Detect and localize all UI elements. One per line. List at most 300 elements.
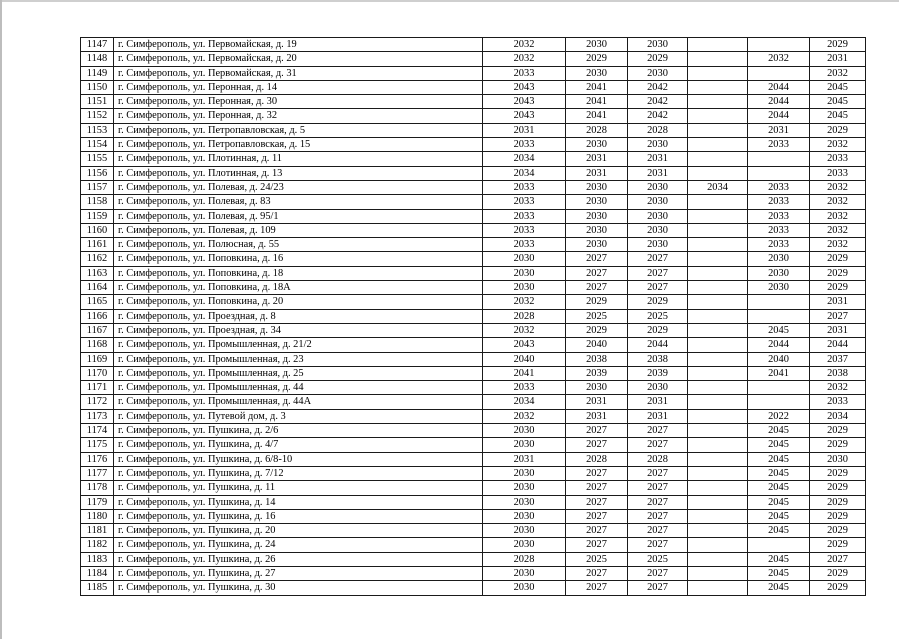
cell-row-number: 1151: [81, 95, 114, 109]
cell-year-col-6: 2032: [810, 209, 866, 223]
table-row: [81, 238, 866, 252]
cell-year-col-4: [688, 281, 748, 295]
cell-year-col-6: 2044: [810, 338, 866, 352]
cell-year-col-4: [688, 238, 748, 252]
cell-year-col-6: 2029: [810, 466, 866, 480]
cell-year-col-4: 2034: [688, 180, 748, 194]
cell-address: г. Симферополь, ул. Поповкина, д. 16: [114, 252, 483, 266]
cell-year-col-5: 2045: [748, 552, 810, 566]
cell-year-col-6: 2033: [810, 166, 866, 180]
cell-year-col-4: [688, 409, 748, 423]
cell-row-number: 1161: [81, 238, 114, 252]
cell-year-col-6: 2037: [810, 352, 866, 366]
cell-year-col-5: 2033: [748, 209, 810, 223]
cell-address: г. Симферополь, ул. Петропавловская, д. 5: [114, 123, 483, 137]
table-row: [81, 352, 866, 366]
cell-row-number: 1147: [81, 38, 114, 52]
cell-year-col-2: 2027: [566, 281, 628, 295]
cell-year-col-3: 2031: [628, 166, 688, 180]
cell-year-col-1: 2030: [483, 524, 566, 538]
cell-year-col-5: [748, 381, 810, 395]
cell-row-number: 1181: [81, 524, 114, 538]
cell-year-col-6: 2032: [810, 195, 866, 209]
cell-year-col-2: 2027: [566, 438, 628, 452]
table-row: [81, 338, 866, 352]
table-row: [81, 395, 866, 409]
cell-year-col-5: 2045: [748, 481, 810, 495]
table-row: [81, 38, 866, 52]
cell-year-col-4: [688, 80, 748, 94]
cell-year-col-5: 2033: [748, 180, 810, 194]
cell-row-number: 1171: [81, 381, 114, 395]
table-row: [81, 552, 866, 566]
cell-year-col-1: 2030: [483, 581, 566, 595]
cell-year-col-1: 2043: [483, 109, 566, 123]
cell-year-col-2: 2030: [566, 138, 628, 152]
cell-address: г. Симферополь, ул. Полевая, д. 83: [114, 195, 483, 209]
table-row: [81, 323, 866, 337]
cell-address: г. Симферополь, ул. Промышленная, д. 44А: [114, 395, 483, 409]
table-row: [81, 266, 866, 280]
cell-year-col-5: [748, 295, 810, 309]
cell-year-col-2: 2029: [566, 295, 628, 309]
cell-year-col-1: 2034: [483, 152, 566, 166]
cell-year-col-5: 2045: [748, 466, 810, 480]
cell-year-col-4: [688, 166, 748, 180]
table-row: [81, 223, 866, 237]
cell-year-col-1: 2030: [483, 566, 566, 580]
cell-year-col-5: 2045: [748, 323, 810, 337]
cell-row-number: 1182: [81, 538, 114, 552]
cell-year-col-4: [688, 323, 748, 337]
cell-year-col-1: 2033: [483, 66, 566, 80]
cell-year-col-5: 2032: [748, 52, 810, 66]
cell-year-col-6: 2029: [810, 566, 866, 580]
cell-row-number: 1169: [81, 352, 114, 366]
cell-row-number: 1177: [81, 466, 114, 480]
cell-year-col-1: 2041: [483, 366, 566, 380]
cell-year-col-2: 2030: [566, 223, 628, 237]
cell-year-col-1: 2030: [483, 538, 566, 552]
cell-year-col-5: 2045: [748, 566, 810, 580]
cell-year-col-2: 2041: [566, 109, 628, 123]
cell-row-number: 1152: [81, 109, 114, 123]
cell-year-col-2: 2030: [566, 180, 628, 194]
cell-address: г. Симферополь, ул. Поповкина, д. 18: [114, 266, 483, 280]
table-row: [81, 252, 866, 266]
cell-year-col-5: 2044: [748, 80, 810, 94]
table-row: [81, 309, 866, 323]
cell-year-col-3: 2027: [628, 581, 688, 595]
cell-year-col-2: 2027: [566, 524, 628, 538]
cell-year-col-4: [688, 109, 748, 123]
cell-year-col-6: 2045: [810, 95, 866, 109]
cell-year-col-3: 2028: [628, 123, 688, 137]
cell-year-col-2: 2038: [566, 352, 628, 366]
cell-address: г. Симферополь, ул. Путевой дом, д. 3: [114, 409, 483, 423]
cell-address: г. Симферополь, ул. Первомайская, д. 20: [114, 52, 483, 66]
cell-row-number: 1154: [81, 138, 114, 152]
cell-year-col-1: 2033: [483, 180, 566, 194]
cell-year-col-2: 2041: [566, 95, 628, 109]
cell-row-number: 1165: [81, 295, 114, 309]
cell-year-col-5: 2045: [748, 438, 810, 452]
cell-row-number: 1164: [81, 281, 114, 295]
cell-year-col-6: 2029: [810, 252, 866, 266]
table-row: [81, 452, 866, 466]
cell-year-col-3: 2030: [628, 180, 688, 194]
cell-year-col-4: [688, 338, 748, 352]
table-row: [81, 281, 866, 295]
cell-row-number: 1185: [81, 581, 114, 595]
cell-year-col-2: 2027: [566, 581, 628, 595]
cell-address: г. Симферополь, ул. Петропавловская, д. 15: [114, 138, 483, 152]
cell-year-col-5: 2045: [748, 452, 810, 466]
cell-year-col-1: 2032: [483, 295, 566, 309]
cell-year-col-1: 2040: [483, 352, 566, 366]
cell-year-col-5: 2033: [748, 138, 810, 152]
cell-row-number: 1166: [81, 309, 114, 323]
cell-year-col-2: 2030: [566, 38, 628, 52]
cell-address: г. Симферополь, ул. Промышленная, д. 23: [114, 352, 483, 366]
cell-year-col-2: 2027: [566, 509, 628, 523]
cell-year-col-5: [748, 395, 810, 409]
cell-row-number: 1153: [81, 123, 114, 137]
cell-year-col-4: [688, 152, 748, 166]
cell-year-col-6: 2031: [810, 52, 866, 66]
cell-year-col-5: 2030: [748, 252, 810, 266]
cell-year-col-1: 2030: [483, 509, 566, 523]
table-row: [81, 409, 866, 423]
cell-address: г. Симферополь, ул. Плотинная, д. 13: [114, 166, 483, 180]
cell-row-number: 1183: [81, 552, 114, 566]
cell-year-col-2: 2027: [566, 424, 628, 438]
table-row: [81, 581, 866, 595]
cell-address: г. Симферополь, ул. Пушкина, д. 20: [114, 524, 483, 538]
table-row: [81, 366, 866, 380]
cell-year-col-3: 2027: [628, 266, 688, 280]
cell-address: г. Симферополь, ул. Полюсная, д. 55: [114, 238, 483, 252]
cell-year-col-2: 2041: [566, 80, 628, 94]
table-row: [81, 195, 866, 209]
cell-year-col-3: 2031: [628, 152, 688, 166]
cell-year-col-4: [688, 52, 748, 66]
cell-year-col-1: 2033: [483, 381, 566, 395]
cell-year-col-1: 2043: [483, 80, 566, 94]
cell-year-col-4: [688, 395, 748, 409]
cell-year-col-1: 2032: [483, 323, 566, 337]
cell-address: г. Симферополь, ул. Пушкина, д. 6/8-10: [114, 452, 483, 466]
cell-year-col-1: 2031: [483, 123, 566, 137]
table-row: [81, 495, 866, 509]
cell-year-col-3: 2031: [628, 409, 688, 423]
cell-year-col-3: 2030: [628, 195, 688, 209]
cell-year-col-6: 2029: [810, 481, 866, 495]
cell-row-number: 1156: [81, 166, 114, 180]
cell-address: г. Симферополь, ул. Поповкина, д. 18А: [114, 281, 483, 295]
cell-year-col-4: [688, 309, 748, 323]
cell-year-col-2: 2030: [566, 195, 628, 209]
cell-year-col-3: 2027: [628, 466, 688, 480]
cell-year-col-6: 2029: [810, 524, 866, 538]
cell-row-number: 1150: [81, 80, 114, 94]
cell-year-col-5: 2022: [748, 409, 810, 423]
cell-address: г. Симферополь, ул. Пушкина, д. 24: [114, 538, 483, 552]
table-row: [81, 524, 866, 538]
cell-address: г. Симферополь, ул. Первомайская, д. 31: [114, 66, 483, 80]
cell-year-col-6: 2032: [810, 138, 866, 152]
cell-year-col-1: 2030: [483, 424, 566, 438]
cell-row-number: 1167: [81, 323, 114, 337]
cell-address: г. Симферополь, ул. Промышленная, д. 25: [114, 366, 483, 380]
cell-year-col-1: 2031: [483, 452, 566, 466]
cell-address: г. Симферополь, ул. Пушкина, д. 27: [114, 566, 483, 580]
cell-year-col-4: [688, 524, 748, 538]
cell-year-col-3: 2025: [628, 552, 688, 566]
table-row: [81, 566, 866, 580]
cell-year-col-1: 2033: [483, 238, 566, 252]
table-row: [81, 152, 866, 166]
cell-address: г. Симферополь, ул. Первомайская, д. 19: [114, 38, 483, 52]
cell-year-col-4: [688, 195, 748, 209]
cell-year-col-6: 2033: [810, 395, 866, 409]
cell-year-col-1: 2030: [483, 266, 566, 280]
cell-address: г. Симферополь, ул. Поповкина, д. 20: [114, 295, 483, 309]
cell-year-col-3: 2030: [628, 238, 688, 252]
cell-year-col-4: [688, 438, 748, 452]
cell-year-col-2: 2030: [566, 66, 628, 80]
table-row: [81, 209, 866, 223]
cell-year-col-4: [688, 381, 748, 395]
table-row: [81, 481, 866, 495]
cell-year-col-6: 2029: [810, 281, 866, 295]
cell-year-col-6: 2029: [810, 38, 866, 52]
cell-year-col-1: 2032: [483, 409, 566, 423]
cell-year-col-3: 2027: [628, 252, 688, 266]
cell-year-col-3: 2027: [628, 509, 688, 523]
cell-year-col-5: [748, 66, 810, 80]
cell-year-col-1: 2033: [483, 195, 566, 209]
cell-year-col-6: 2029: [810, 495, 866, 509]
cell-year-col-6: 2038: [810, 366, 866, 380]
cell-year-col-3: 2029: [628, 323, 688, 337]
cell-year-col-2: 2025: [566, 309, 628, 323]
cell-year-col-2: 2027: [566, 495, 628, 509]
cell-year-col-2: 2027: [566, 466, 628, 480]
table-row: [81, 166, 866, 180]
cell-year-col-4: [688, 123, 748, 137]
cell-year-col-6: 2029: [810, 266, 866, 280]
cell-row-number: 1162: [81, 252, 114, 266]
cell-year-col-6: 2032: [810, 223, 866, 237]
cell-address: г. Симферополь, ул. Промышленная, д. 44: [114, 381, 483, 395]
cell-year-col-5: [748, 152, 810, 166]
table-row: [81, 66, 866, 80]
cell-row-number: 1178: [81, 481, 114, 495]
cell-year-col-5: 2030: [748, 266, 810, 280]
cell-year-col-5: [748, 538, 810, 552]
cell-year-col-6: 2045: [810, 109, 866, 123]
cell-year-col-3: 2044: [628, 338, 688, 352]
cell-year-col-6: 2045: [810, 80, 866, 94]
cell-year-col-2: 2031: [566, 166, 628, 180]
cell-address: г. Симферополь, ул. Полевая, д. 109: [114, 223, 483, 237]
cell-address: г. Симферополь, ул. Пушкина, д. 16: [114, 509, 483, 523]
cell-year-col-2: 2030: [566, 238, 628, 252]
cell-year-col-3: 2030: [628, 38, 688, 52]
cell-year-col-3: 2025: [628, 309, 688, 323]
cell-year-col-5: 2045: [748, 524, 810, 538]
cell-year-col-3: 2027: [628, 481, 688, 495]
cell-row-number: 1149: [81, 66, 114, 80]
cell-year-col-6: 2031: [810, 295, 866, 309]
cell-year-col-2: 2030: [566, 381, 628, 395]
cell-year-col-4: [688, 509, 748, 523]
cell-row-number: 1170: [81, 366, 114, 380]
cell-year-col-6: 2034: [810, 409, 866, 423]
cell-year-col-4: [688, 66, 748, 80]
cell-year-col-2: 2030: [566, 209, 628, 223]
cell-row-number: 1159: [81, 209, 114, 223]
cell-year-col-1: 2034: [483, 395, 566, 409]
cell-year-col-3: 2030: [628, 66, 688, 80]
cell-year-col-5: 2041: [748, 366, 810, 380]
cell-year-col-2: 2029: [566, 323, 628, 337]
table-row: [81, 180, 866, 194]
cell-year-col-4: [688, 538, 748, 552]
cell-year-col-4: [688, 209, 748, 223]
cell-row-number: 1175: [81, 438, 114, 452]
cell-year-col-3: 2030: [628, 381, 688, 395]
cell-year-col-1: 2030: [483, 466, 566, 480]
cell-year-col-5: 2045: [748, 509, 810, 523]
cell-row-number: 1176: [81, 452, 114, 466]
cell-year-col-6: 2027: [810, 309, 866, 323]
cell-year-col-1: 2030: [483, 495, 566, 509]
cell-address: г. Симферополь, ул. Полевая, д. 95/1: [114, 209, 483, 223]
cell-year-col-5: 2031: [748, 123, 810, 137]
cell-year-col-5: 2045: [748, 495, 810, 509]
cell-year-col-5: 2044: [748, 338, 810, 352]
cell-year-col-2: 2031: [566, 152, 628, 166]
table-row: [81, 538, 866, 552]
cell-year-col-4: [688, 266, 748, 280]
cell-year-col-1: 2030: [483, 481, 566, 495]
table-row: [81, 109, 866, 123]
cell-year-col-4: [688, 566, 748, 580]
cell-address: г. Симферополь, ул. Проездная, д. 8: [114, 309, 483, 323]
cell-year-col-2: 2029: [566, 52, 628, 66]
cell-year-col-6: 2027: [810, 552, 866, 566]
cell-year-col-5: 2040: [748, 352, 810, 366]
cell-year-col-5: 2033: [748, 223, 810, 237]
cell-year-col-1: 2028: [483, 309, 566, 323]
cell-year-col-3: 2029: [628, 52, 688, 66]
cell-year-col-6: 2029: [810, 509, 866, 523]
scan-top-rule: [0, 0, 899, 2]
cell-year-col-1: 2032: [483, 52, 566, 66]
cell-year-col-5: [748, 38, 810, 52]
cell-year-col-1: 2043: [483, 338, 566, 352]
cell-year-col-2: 2028: [566, 452, 628, 466]
cell-year-col-1: 2043: [483, 95, 566, 109]
table-row: [81, 138, 866, 152]
cell-address: г. Симферополь, ул. Перонная, д. 30: [114, 95, 483, 109]
cell-year-col-1: 2033: [483, 138, 566, 152]
cell-year-col-4: [688, 466, 748, 480]
cell-year-col-3: 2031: [628, 395, 688, 409]
cell-year-col-5: 2033: [748, 195, 810, 209]
cell-year-col-2: 2027: [566, 481, 628, 495]
cell-year-col-2: 2031: [566, 395, 628, 409]
cell-row-number: 1168: [81, 338, 114, 352]
cell-year-col-5: 2045: [748, 581, 810, 595]
cell-year-col-3: 2038: [628, 352, 688, 366]
cell-year-col-6: 2029: [810, 538, 866, 552]
cell-address: г. Симферополь, ул. Промышленная, д. 21/2: [114, 338, 483, 352]
cell-year-col-3: 2042: [628, 95, 688, 109]
cell-year-col-3: 2029: [628, 295, 688, 309]
cell-year-col-4: [688, 295, 748, 309]
cell-year-col-6: 2029: [810, 424, 866, 438]
cell-year-col-3: 2030: [628, 209, 688, 223]
table-row: [81, 438, 866, 452]
cell-year-col-6: 2029: [810, 123, 866, 137]
scan-left-edge: [0, 0, 2, 639]
cell-address: г. Симферополь, ул. Пушкина, д. 7/12: [114, 466, 483, 480]
cell-year-col-5: 2033: [748, 238, 810, 252]
cell-row-number: 1155: [81, 152, 114, 166]
cell-address: г. Симферополь, ул. Полевая, д. 24/23: [114, 180, 483, 194]
table-row: [81, 95, 866, 109]
cell-year-col-6: 2032: [810, 238, 866, 252]
cell-year-col-4: [688, 223, 748, 237]
cell-year-col-3: 2027: [628, 495, 688, 509]
cell-year-col-4: [688, 38, 748, 52]
cell-row-number: 1179: [81, 495, 114, 509]
cell-year-col-4: [688, 252, 748, 266]
cell-year-col-3: 2027: [628, 281, 688, 295]
cell-row-number: 1174: [81, 424, 114, 438]
housing-schedule-table: [80, 37, 866, 596]
cell-year-col-3: 2027: [628, 524, 688, 538]
cell-year-col-5: 2045: [748, 424, 810, 438]
table-row: [81, 123, 866, 137]
table-row: [81, 381, 866, 395]
cell-address: г. Симферополь, ул. Перонная, д. 14: [114, 80, 483, 94]
table-row: [81, 509, 866, 523]
cell-year-col-6: 2031: [810, 323, 866, 337]
cell-year-col-1: 2032: [483, 38, 566, 52]
cell-year-col-3: 2027: [628, 424, 688, 438]
cell-year-col-5: 2044: [748, 95, 810, 109]
cell-year-col-6: 2030: [810, 452, 866, 466]
cell-year-col-1: 2034: [483, 166, 566, 180]
cell-year-col-1: 2033: [483, 209, 566, 223]
cell-year-col-6: 2029: [810, 438, 866, 452]
cell-address: г. Симферополь, ул. Пушкина, д. 11: [114, 481, 483, 495]
table-row: [81, 466, 866, 480]
cell-year-col-3: 2027: [628, 438, 688, 452]
cell-row-number: 1184: [81, 566, 114, 580]
cell-row-number: 1148: [81, 52, 114, 66]
cell-year-col-1: 2030: [483, 252, 566, 266]
cell-year-col-4: [688, 552, 748, 566]
cell-year-col-2: 2040: [566, 338, 628, 352]
cell-year-col-3: 2042: [628, 109, 688, 123]
cell-year-col-4: [688, 352, 748, 366]
cell-address: г. Симферополь, ул. Плотинная, д. 11: [114, 152, 483, 166]
